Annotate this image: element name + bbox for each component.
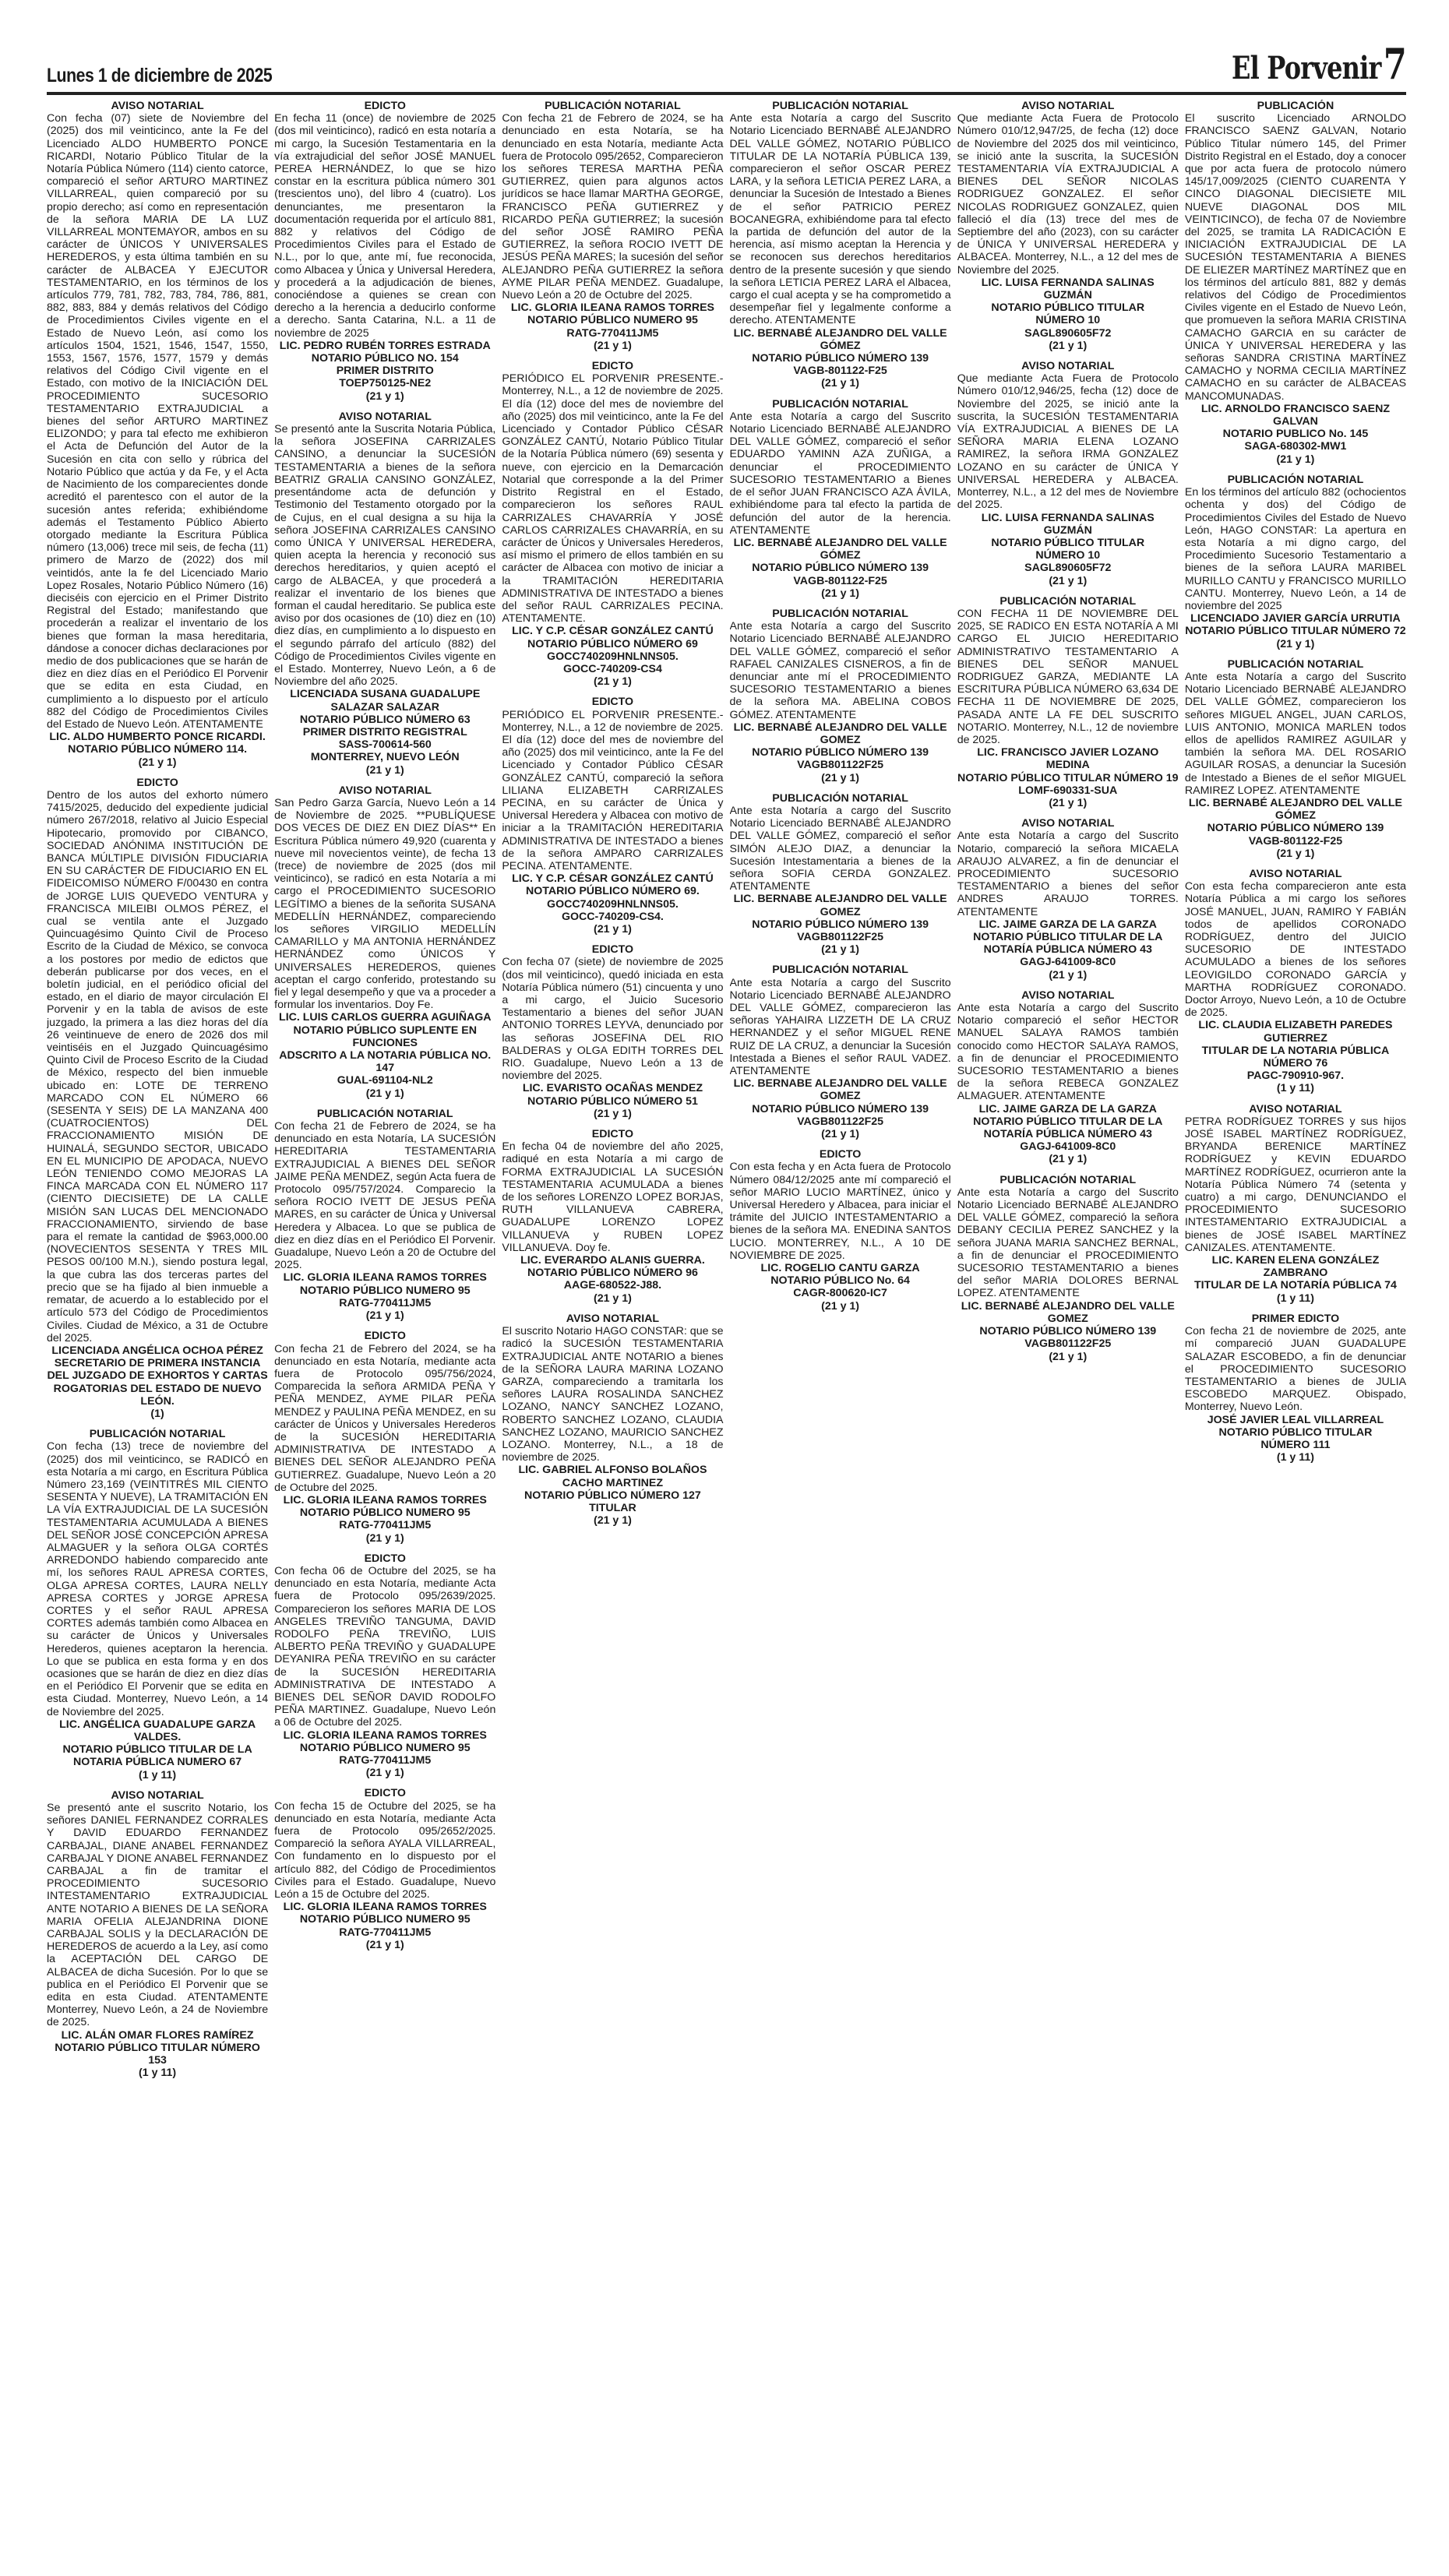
notary-signature-line: NOTARIO PÚBLICO NÚMERO 139 xyxy=(752,918,929,931)
legal-notice xyxy=(730,100,951,390)
notary-signature-line: SAGA-680302-MW1 xyxy=(1244,440,1347,453)
notary-signature-line: LIC. BERNABÉ ALEJANDRO DEL VALLE GÓMEZ xyxy=(733,536,947,562)
notary-signature-line: TITULAR DE LA NOTARIA PÚBLICA NÚMERO 76 xyxy=(1201,1044,1390,1070)
legal-notice xyxy=(502,696,723,936)
notice-body: Ante esta Notaría a cargo del Suscrito Notario Licenciado BERNABÉ ALEJANDRO DEL VALLE GÓMEZ, comparecieron los señores MIGUEL ANGEL, JUAN CARLOS, LUIS ANTONIO, MONICA MARLEN todos ellos de apellidos RAMIREZ AGUILAR y también la señora MA. DEL ROSARIO AGUILAR ROSAS, a denunciar la Sucesión de Intestado a Bienes de el señor MIGUEL RAMIREZ LOPEZ. ATENTAMENTE xyxy=(1184,670,1407,797)
notary-signature-line: LIC. ALÁN OMAR FLORES RAMÍREZ xyxy=(61,2028,254,2042)
notary-signature-line: VAGB-801122-F25 xyxy=(1248,834,1343,848)
notary-signature-line: NOTARIO PÚBLICO TITULAR DE LA NOTARÍA PÚBLICA NÚMERO 43 xyxy=(973,1115,1163,1141)
notary-signature-line: LIC. LUISA FERNANDA SALINAS GUZMÁN xyxy=(981,511,1155,537)
notice-body: Con fecha 07 (siete) de noviembre de 2025 (dos mil veinticinco), quedó iniciada en esta Notaría Pública número (51) cincuenta y uno a mi cargo, el Juicio Sucesorio Testamentario a bienes del señor JUAN ANTONIO TORRES LEYVA, denunciado por las señoras JOSEFINA DEL RIO BALDERAS y OLGA EDITH TORRES DEL RIO. Guadalupe, Nuevo León a 13 de noviembre del 2025. xyxy=(502,956,724,1083)
legal-notice xyxy=(730,792,951,957)
notice-title: PUBLICACIÓN NOTARIAL xyxy=(772,791,908,805)
notice-body: Ante esta Notaría a cargo del Suscrito Notario Licenciado BERNABÉ ALEJANDRO DEL VALLE GÓMEZ, compareció el señor SIMÓN ALEJO DIAZ, a denunciar la Sucesión Intestamentaria a bienes de la señora SOFIA CERDA GONZALEZ. ATENTAMENTE xyxy=(729,804,951,893)
notice-title: PUBLICACIÓN NOTARIAL xyxy=(772,964,908,977)
notice-body: Con fecha 15 de Octubre del 2025, se ha denunciado en esta Notaría, mediante Acta fuera de Protocolo 095/2652/2025. Compareció la señora AYALA VILLARREAL, Con fundamento en lo dispuesto por el artículo 882, del Código de Procedimientos Civiles para el Estado. Guadalupe, Nuevo León a 15 de Octubre del 2025. xyxy=(274,1799,496,1901)
notice-title: PUBLICACIÓN NOTARIAL xyxy=(545,100,681,112)
notary-signature-line: LIC. BERNABÉ ALEJANDRO DEL VALLE GOMEZ xyxy=(733,721,947,746)
notary-signature-line: NOTARIO PÚBLICO NUMERO 95 xyxy=(299,1913,471,1926)
notary-signature-line: NOTARIO PÚBLICO NÚMERO 139 xyxy=(752,1102,929,1115)
notary-signature-line: NOTARIO PÚBLICO TITULAR NÚMERO 72 xyxy=(1185,625,1406,638)
notary-signature-line: VAGB801122F25 xyxy=(797,1115,884,1128)
notary-signature-line: MONTERREY, NUEVO LEÓN xyxy=(310,751,460,764)
publication-dates: (21 y 1) xyxy=(593,339,632,352)
notary-signature-line: PAGC-790910-967. xyxy=(1246,1070,1345,1083)
legal-notice xyxy=(274,1787,495,1951)
notice-title: EDICTO xyxy=(591,360,634,373)
notary-signature-line: NOTARIO PÚBLICO NÚMERO 63 xyxy=(299,713,471,726)
publication-dates: (21 y 1) xyxy=(365,1938,404,1951)
notary-signature-line: LICENCIADA ANGÉLICA OCHOA PÉREZ xyxy=(51,1344,263,1357)
notice-title: PUBLICACIÓN NOTARIAL xyxy=(1227,473,1364,486)
notary-signature-line: TITULAR DE LA NOTARÍA PÚBLICA 74 xyxy=(1194,1279,1397,1292)
newspaper-logo xyxy=(1232,39,1406,89)
notary-signature-line: NOTARIO PÚBLICO TITULAR DE LA NOTARIA PÚBLICA NUMERO 67 xyxy=(62,1743,252,1769)
notice-body: El suscrito Notario HAGO CONSTAR: que se radicó la SUCESIÓN TESTAMENTARIA EXTRAJUDICIAL ANTE NOTARIO a bienes de la SEÑORA LAURA MARINA LOZANO GARZA, compareciendo a tramitarla los señores LAURA ROSALINDA SANCHEZ LOZANO, NANCY SANCHEZ LOZANO, ROBERTO SANCHEZ LOZANO, CLAUDIA SANCHEZ LOZANO, MAURICIO SANCHEZ LOZANO. Monterrey, N.L., a 18 de noviembre de 2025. xyxy=(502,1325,724,1464)
notice-body: Ante esta Notaría a cargo del Suscrito Notario Licenciado BERNABÉ ALEJANDRO DEL VALLE GÓMEZ, NOTARIO PÚBLICO TITULAR DE LA NOTARÍA PÚBLICA 139, comparecieron el señor OSCAR PEREZ LARA, y la señora LETICIA PEREZ LARA, a denunciar la Sucesión de Intestado a Bienes de el señor PATRICIO PEREZ BOCANEGRA, exhibiéndome para tal efecto la partida de defunción del autor de la herencia, así mismo aceptan la Herencia y se reconocen sus derechos hereditarios dentro de la presente sucesión y que siendo la señora LETICIA PEREZ LARA el Albacea, cargo el cual acepta y se ha comprometido a desempeñar fiel y legalmente conforme a derecho. ATENTAMENTE xyxy=(729,112,951,327)
notary-signature-line: LIC. ANGÉLICA GUADALUPE GARZA VALDES. xyxy=(59,1718,256,1743)
notary-signature-line: SECRETARIO DE PRIMERA INSTANCIA DEL JUZGADO DE EXHORTOS Y CARTAS ROGATORIAS DEL ESTADO DE NUEVO LEÓN. xyxy=(47,1357,268,1408)
notary-signature-line: LIC. LUIS CARLOS GUERRA AGUIÑAGA xyxy=(279,1011,492,1024)
legal-notice xyxy=(47,777,268,1420)
legal-notice xyxy=(957,360,1179,587)
notice-body: En fecha 04 de noviembre del año 2025, radiqué en esta Notaría a mi cargo de FORMA EXTRAJUDICIAL LA SUCESIÓN TESTAMENTARIA ACUMULADA a bienes de los señores LORENZO LOPEZ BORJAS, RUTH VILLANUEVA CABRERA, GUADALUPE LORENZO LOPEZ VILLANUEVA y RUBEN LOPEZ VILLANUEVA. Doy fe. xyxy=(502,1140,724,1254)
legal-notice xyxy=(957,595,1179,809)
publication-dates: (21 y 1) xyxy=(1049,574,1088,587)
notice-title: AVISO NOTARIAL xyxy=(1249,1102,1342,1115)
masthead xyxy=(47,39,1406,95)
publication-dates: (21 y 1) xyxy=(1049,339,1088,352)
notary-signature-line: LIC. GLORIA ILEANA RAMOS TORRES xyxy=(510,301,715,315)
notary-signature-line: LICENCIADO JAVIER GARCÍA URRUTIA xyxy=(1190,612,1401,625)
notary-signature-line: RATG-770411JM5 xyxy=(339,1519,432,1532)
notary-signature-line: RATG-770411JM5 xyxy=(339,1926,432,1939)
notary-signature-line: GOCC740209HNLNNS05. xyxy=(547,650,679,663)
notice-body: Ante esta Notaría a cargo del Suscrito Notario Licenciado BERNABÉ ALEJANDRO DEL VALLE GÓMEZ, compareció el señor RAFAEL CANIZALES CISNEROS, a fin de denunciar ante mí el PROCEDIMIENTO SUCESORIO TESTAMENTARIO a bienes de la señora MA. ABELINA COBOS GÓMEZ. ATENTAMENTE xyxy=(729,620,951,721)
notice-title: AVISO NOTARIAL xyxy=(338,410,432,423)
notice-body: Se presentó ante el suscrito Notario, los señores DANIEL FERNANDEZ CORRALES Y DAVID EDUARDO FERNANDEZ CARBAJAL, DIANE ANABEL FERNANDEZ CARBAJAL Y DIONE ANABEL FERNANDEZ CARBAJAL a fin de tramitar el PROCEDIMIENTO SUCESORIO INTESTAMENTARIO EXTRAJUDICIAL ANTE NOTARIO A BIENES DE LA SEÑORA MARIA OFELIA ALEJANDRINA DIONE CARBAJAL SOLIS y la DECLARACIÓN DE HEREDEROS de acuerdo a la Ley, así como la ACEPTACIÓN DEL CARGO DE ALBACEA de dicha Sucesión. Por lo que se publica en el Periódico El Porvenir que se edita en esta Ciudad. ATENTAMENTE Monterrey, Nuevo León, a 24 de Noviembre de 2025. xyxy=(47,1802,269,2029)
notice-title: AVISO NOTARIAL xyxy=(1021,360,1115,373)
notary-signature-line: LIC. LUISA FERNANDA SALINAS GUZMÁN xyxy=(981,276,1155,302)
notary-signature-line: GAGJ-641009-8C0 xyxy=(1020,956,1116,969)
notary-signature-line: NOTARIO PÚBLICO NÚMERO 51 xyxy=(527,1094,698,1108)
notary-signature-line: NOTARIO PÚBLICO NO. 154 xyxy=(311,352,459,365)
publication-dates: (21 y 1) xyxy=(1049,1350,1088,1363)
notice-body: PERIÓDICO EL PORVENIR PRESENTE.- Monterrey, N.L., a 12 de noviembre de 2025. El día (12) doce del mes de noviembre del año (2025) dos mil veinticinco, ante la Fe del Licenciado y Contador Público CÉSAR GONZÁLEZ CANTÚ, compareció la señora LILIANA ELIZABETH CARRIZALES PECINA, en su carácter de Única y Universal Heredera y Albacea con motivo de iniciar a la TRAMITACIÓN HEREDITARIA ADMINISTRATIVA DE INTESTADO a bienes de la señora AMPARO CARRIZALES PECINA. ATENTAMENTE. xyxy=(502,708,724,872)
notice-body: Con esta fecha y en Acta fuera de Protocolo Número 084/12/2025 ante mí compareció el señor MARIO LUCIO MARTÍNEZ, único y Universal Heredero y Albacea, para iniciar el trámite del JUICIO INTESTAMENTARIO a bienes de la señora MA. ENEDINA SANTOS LUCIO. MONTERREY, N.L., A 10 DE NOVIEMBRE DE 2025. xyxy=(729,1161,951,1262)
publication-dates: (21 y 1) xyxy=(821,377,860,390)
notary-signature-line: SAGL890605F72 xyxy=(1024,326,1112,340)
notice-body: En los términos del artículo 882 (ochocientos ochenta y dos) del Código de Procedimientos Civiles del Estado de Nuevo León, HAGO CONSTAR: La apertura en esta Notaría a mi digno cargo, del Procedimiento Sucesorio Testamentario a bienes de la señora LAURA MARIBEL MURILLO CANTU y FRANCISCO MURILLO CANTU. Monterrey, Nuevo León, a 14 de noviembre del 2025 xyxy=(1184,486,1407,612)
notary-signature-line: NOTARIO PÚBLICO TITULAR xyxy=(991,301,1145,315)
legal-notice xyxy=(1185,868,1406,1095)
notice-title: EDICTO xyxy=(136,776,178,789)
notary-signature-line: VAGB-801122-F25 xyxy=(793,365,887,378)
publication-dates: (1 y 11) xyxy=(1276,1292,1314,1305)
legal-notice xyxy=(957,1174,1179,1363)
notary-signature-line: TITULAR xyxy=(589,1501,636,1514)
notary-signature-line: NOTARIO PÚBLICO SUPLENTE EN FUNCIONES xyxy=(293,1024,477,1049)
publication-dates: (21 y 1) xyxy=(1276,637,1315,650)
legal-notice xyxy=(274,1330,495,1544)
publication-dates: (1 y 11) xyxy=(139,1768,177,1781)
notary-signature-line: LIC. KAREN ELENA GONZÁLEZ ZAMBRANO xyxy=(1211,1254,1380,1280)
logo-text: El Porvenir xyxy=(1232,50,1381,86)
notice-body: Ante esta Notaría a cargo del Suscrito Notario, compareció la señora MICAELA ARAUJO ALVAREZ, a fin de denunciar el PROCEDIMIENTO SUCESORIO TESTAMENTARIO a bienes del señor ANDRES ARAUJO TORRES. ATENTAMENTE xyxy=(957,830,1179,918)
notice-title: PUBLICACIÓN NOTARIAL xyxy=(999,594,1137,608)
notice-body: PETRA RODRÍGUEZ TORRES y sus hijos JOSÉ ISABEL MARTÍNEZ RODRÍGUEZ, BRYANDA BERENICE MARTÍNEZ RODRÍGUEZ y KEVIN EDUARDO MARTÍNEZ RODRÍGUEZ, ocurrieron ante la Notaría Pública Número 74 (setenta y cuatro) a mi cargo, DENUNCIANDO el PROCEDIMIENTO SUCESORIO INTESTAMENTARIO EXTRAJUDICIAL a bienes de JOSÉ ISABEL MARTÍNEZ CANIZALES. ATENTAMENTE. xyxy=(1184,1115,1407,1254)
notice-title: EDICTO xyxy=(364,100,406,112)
publication-dates: (21 y 1) xyxy=(1276,453,1315,466)
notice-body: Con fecha 21 de Febrero de 2024, se ha denunciado en esta Notaría, se ha denunciado en esta Notaría, mediante Acta fuera de Protocolo 095/2652, Comparecieron los señores TERESA MARTHA PEÑA GUTIERREZ, quien para algunos actos jurídicos se hace llamar MARTHA GEORGE, FRANCISCO PEÑA GUTIERREZ y RICARDO PEÑA GUTIERREZ; la sucesión del señor JOSÉ RAMIRO PEÑA GUTIERREZ, la señora ROCIO IVETT DE JESÚS PEÑA MARES; la sucesión del señor ALEJANDRO PEÑA GUTIERREZ la señora AYME PILAR PEÑA MENDEZ. Guadalupe, Nuevo León a 20 de Octubre del 2025. xyxy=(502,112,724,302)
publication-dates: (21 y 1) xyxy=(1276,847,1315,860)
notary-signature-line: NOTARIO PÚBLICO NÚMERO 139 xyxy=(752,352,929,365)
notary-signature-line: GUAL-691104-NL2 xyxy=(337,1074,433,1087)
legal-notice xyxy=(957,989,1179,1166)
notary-signature-line: NÚMERO 111 xyxy=(1260,1438,1331,1451)
notice-body: Ante esta Notaría a cargo del Suscrito Notario Licenciado BERNABÉ ALEJANDRO DEL VALLE GÓMEZ, compareció la señora DEBANY CECILIA PEREZ SANCHEZ y la señora JUANA MARIA SANCHEZ BERNAL, a fin de denunciar el PROCEDIMIENTO SUCESORIO TESTAMENTARIO a bienes del señor MARIA DOLORES BERNAL LOPEZ. ATENTAMENTE xyxy=(957,1186,1179,1300)
column-6 xyxy=(1185,100,1406,2561)
legal-notice xyxy=(502,100,723,352)
legal-notice xyxy=(957,817,1179,981)
notary-signature-line: LIC. BERNABÉ ALEJANDRO DEL VALLE GÓMEZ xyxy=(1188,796,1402,823)
notice-title: AVISO NOTARIAL xyxy=(1021,100,1115,112)
notary-signature-line: GOCC740209HNLNNS05. xyxy=(547,897,679,911)
notice-body: El suscrito Licenciado ARNOLDO FRANCISCO SAENZ GALVAN, Notario Público Titular número 145, del Primer Distrito Registral en el Estado, doy a conocer que por acta fuera de protocolo número 145/17,009/2025 (CIENTO CUARENTA Y CINCO DIAGONAL DIECISIETE MIL NUEVE DIAGONAL DOS MIL VEINTICINCO), de fecha 07 de Noviembre del 2025, se tramita LA RADICACIÓN E INICIACIÓN EXTRAJUDICIAL DE LA SUCESIÓN TESTAMENTARIA A BIENES DE ELIEZER MARTÍNEZ MARTÍNEZ que en los términos del artículo 881, 882 y demás relativos del Código de Procedimientos Civiles vigente en el Estado de Nuevo León, que promueven la señora MARIA CRISTINA CAMACHO GARCIA en su carácter de ÚNICA Y UNIVERSAL HEREDERA y las señoras SANDRA CRISTINA MARTÍNEZ CAMACHO y NORMA CECILIA MARTÍNEZ CAMACHO en su carácter de ALBACEAS MANCOMUNADAS. xyxy=(1184,112,1407,403)
notary-signature-line: VAGB801122F25 xyxy=(797,931,884,943)
notary-signature-line: LIC. PEDRO RUBÉN TORRES ESTRADA xyxy=(279,339,491,352)
column-2 xyxy=(274,100,495,2561)
legal-notice xyxy=(730,398,951,600)
publication-dates: (21 y 1) xyxy=(1049,968,1088,981)
legal-notice xyxy=(274,1108,495,1322)
notary-signature-line: LIC. Y C.P. CÉSAR GONZÁLEZ CANTÚ xyxy=(512,872,714,886)
publication-dates: (21 y 1) xyxy=(821,771,860,784)
publication-dates: (1 y 11) xyxy=(1276,1082,1314,1095)
notary-signature-line: LIC. ALDO HUMBERTO PONCE RICARDI. xyxy=(49,731,266,744)
notice-title: EDICTO xyxy=(819,1148,862,1161)
column-3 xyxy=(502,100,723,2561)
publication-dates: (21 y 1) xyxy=(821,1299,860,1313)
notice-body: PERIÓDICO EL PORVENIR PRESENTE.- Monterrey, N.L., a 12 de noviembre de 2025. El día (12) doce del mes de noviembre del año (2025) dos mil veinticinco, ante la Fe del Licenciado y Contador Público CÉSAR GONZÁLEZ CANTÚ, Notario Público Titular de la Notaría Pública número (69) sesenta y nueve, con ejercicio en la Demarcación Notarial que corresponde a la del Primer Distrito Registral en el Estado, comparecieron los señores RAUL CARRIZALES CHAVARRÍA Y JOSÉ CARLOS CARRIZALES CHAVARRÍA, en su carácter de Únicos y Universales Herederos, así mismo el primero de ellos también en su carácter de Albacea con motivo de iniciar a la TRAMITACIÓN HEREDITARIA ADMINISTRATIVA DE INTESTADO a bienes del señor RAUL CARRIZALES PECINA. ATENTAMENTE. xyxy=(502,372,724,625)
notary-signature-line: RATG-770411JM5 xyxy=(566,326,659,340)
publication-dates: (21 y 1) xyxy=(365,1531,404,1545)
notary-signature-line: NOTARIO PÚBLICO No. 64 xyxy=(770,1274,910,1288)
notice-title: AVISO NOTARIAL xyxy=(1249,867,1342,880)
notary-signature-line: NOTARIO PÚBLICO NÚMERO 127 xyxy=(524,1489,701,1502)
column-5 xyxy=(957,100,1179,2561)
legal-notice xyxy=(502,1313,723,1527)
publication-dates: (21 y 1) xyxy=(365,1309,404,1323)
notice-title: EDICTO xyxy=(364,1552,406,1565)
notary-signature-line: CAGR-800620-IC7 xyxy=(793,1287,887,1300)
notice-title: PUBLICACIÓN xyxy=(1257,100,1334,112)
notice-title: EDICTO xyxy=(591,696,634,709)
notary-signature-line: AAGE-680522-J88. xyxy=(563,1279,662,1292)
legal-notice xyxy=(502,1128,723,1305)
issue-date: Lunes 1 de diciembre de 2025 xyxy=(47,65,273,86)
notary-signature-line: LIC. GLORIA ILEANA RAMOS TORRES xyxy=(283,1728,487,1742)
notice-body: Con fecha 06 de Octubre del 2025, se ha denunciado en esta Notaría, mediante Acta fuera de Protocolo 095/2639/2025. Comparecieron los señores MARIA DE LOS ANGELES TREVIÑO TANGUMA, DAVID RODOLFO PEÑA TREVIÑO, LUIS ALBERTO PEÑA TREVIÑO y GUADALUPE DEYANIRA PEÑA TREVIÑO en su carácter de la SUCESIÓN HEREDITARIA ADMINISTRATIVA DE INTESTADO A BIENES DEL SEÑOR DAVID RODOLFO PEÑA MARTINEZ. Guadalupe, Nuevo León a 06 de Octubre del 2025. xyxy=(274,1564,496,1729)
notary-signature-line: LIC. FRANCISCO JAVIER LOZANO MEDINA xyxy=(977,746,1159,772)
notice-title: PUBLICACIÓN NOTARIAL xyxy=(772,607,908,620)
notary-signature-line: NOTARIO PÚBLICO NÚMERO 114. xyxy=(68,743,248,756)
legal-notice xyxy=(730,964,951,1140)
notice-body: Con fecha 21 de noviembre de 2025, ante mí compareció JUAN GUADALUPE SALAZAR ESCOBEDO, a fin de denunciar el PROCEDIMIENTO SUCESORIO TESTAMENTARIO a bienes de JULIA ESCOBEDO MARQUEZ. Obispado, Monterrey, Nuevo León. xyxy=(1184,1325,1407,1414)
notary-signature-line: ADSCRITO A LA NOTARIA PÚBLICA NO. 147 xyxy=(279,1049,492,1075)
notary-signature-line: SAGL890605F72 xyxy=(1024,562,1112,575)
notary-signature-line: LIC. EVERARDO ALANIS GUERRA. xyxy=(520,1254,705,1267)
notary-signature-line: NÚMERO 10 xyxy=(1035,549,1101,562)
notice-title: AVISO NOTARIAL xyxy=(566,1312,660,1325)
notice-title: EDICTO xyxy=(591,1128,634,1141)
notary-signature-line: LIC. BERNABÉ ALEJANDRO DEL VALLE GOMEZ xyxy=(961,1299,1175,1325)
notary-signature-line: NOTARIO PÚBLICO TITULAR xyxy=(1218,1425,1373,1439)
legal-notice xyxy=(1185,100,1406,466)
notary-signature-line: PRIMER DISTRITO REGISTRAL xyxy=(302,725,467,738)
publication-dates: (21 y 1) xyxy=(821,943,860,957)
notary-signature-line: NOTARIO PÚBLICO NÚMERO 139 xyxy=(752,746,929,759)
notary-signature-line: LIC. Y C.P. CÉSAR GONZÁLEZ CANTÚ xyxy=(512,625,714,638)
legal-notice xyxy=(730,1148,951,1313)
notary-signature-line: NOTARIO PÚBLICO NUMERO 95 xyxy=(299,1741,471,1754)
notice-title: PUBLICACIÓN NOTARIAL xyxy=(999,1173,1137,1186)
notice-title: EDICTO xyxy=(364,1330,406,1343)
notary-signature-line: LIC. GLORIA ILEANA RAMOS TORRES xyxy=(283,1901,487,1914)
notary-signature-line: NOTARIO PÚBLICO NÚMERO 69 xyxy=(527,637,698,650)
notice-body: Dentro de los autos del exhorto número 7415/2025, deducido del expediente judicial número 267/2018, relativo al Juicio Especial Hipotecario, promovido por CIBANCO, SOCIEDAD ANÓNIMA INSTITUCIÓN DE BANCA MÚLTIPLE DIVISIÓN FIDUCIARIA EN SU CARÁCTER DE FIDUCIARIO EN EL FIDEICOMISO NÚMERO F/00430 en contra de JORGE LUIS QUEVEDO VENTURA y FRANCISCA MILEIBI OLMOS PÉREZ, el cual se ventila ante el Juzgado Quincuagésimo Quinto Civil de Proceso Escrito de la Ciudad de México, se convoca a los postores por medio de edictos que deberán publicarse por dos veces, en el boletín judicial, en el periódico oficial del estado, en el diario de mayor circulación El Porvenir y en la tabla de avisos de este juzgado, la primera a las diez horas del día 26 veintinueve de enero de 2026 dos mil veintiséis en el Juzgado Quincuagésimo Quinto Civil de Proceso Escrito de la Ciudad de México, respecto del bien inmueble ubicado en: LOTE DE TERRENO MARCADO CON EL NÚMERO 66 (SESENTA Y SEIS) DE LA MANZANA 400 (CUATROCIENTOS) DEL FRACCIONAMIENTO MISIÓN DE HUINALÁ, SEGUNDO SECTOR, UBICADO EN EL MUNICIPIO DE APODACA, NUEVO LEÓN TENIENDO COMO MEJORAS LA FINCA MARCADA CON EL NÚMERO 117 (CIENTO DIECISIETE) DE LA CALLE MISIÓN SAN LUCAS DEL MENCIONADO FRACCIONAMIENTO, sirviendo de base para el remate la cantidad de $963,000.00 (NOVECIENTOS SESENTA Y TRES MIL PESOS 00/100 M.N.), siendo postura legal, la que cubra las dos terceras partes del precio que se ha fijado al bien inmueble a rematar, de acuerdo a lo establecido por el artículo 573 del Código de Procedimientos Civiles. Ciudad de México, a 31 de Octubre del 2025. xyxy=(47,788,269,1344)
notice-body: Que mediante Acta Fuera de Protocolo Número 010/12,946/25, fecha (12) doce de Noviembre del 2025, se inició ante la suscrita, la SUCESIÓN TESTAMENTARIA VÍA EXTRAJUDICIAL A BIENES DE LA SEÑORA MARIA ELENA LOZANO RAMIREZ, la señora IRMA GONZALEZ LOZANO en su carácter de ÚNICA Y UNIVERSAL HEREDERA y ALBACEA. Monterrey, N.L., a 12 del mes de Noviembre del 2025. xyxy=(957,372,1179,512)
publication-dates: (1 y 11) xyxy=(1276,1451,1314,1464)
notice-body: Con fecha (13) trece de noviembre del (2025) dos mil veinticinco, se RADICÓ en esta Notaría a mi cargo, en Escritura Pública Número 23,169 (VEINTITRÉS MIL CIENTO SESENTA Y NUEVE), LA TRAMITACIÓN EN LA VÍA EXTRAJUDICIAL DE LA SUCESIÓN TESTAMENTARIA ACUMULADA A BIENES DEL SEÑOR JOSÉ CONCEPCIÓN APRESA ALMAGUER y la señora OLGA CORTÉS ARREDONDO habiendo comparecido ante mí, los señores RAUL APRESA CORTES, OLGA APRESA CORTES, LAURA NELLY APRESA CORTES y JORGE APRESA CORTES y el señor RAUL APRESA CORTES además también como Albacea en su carácter de Únicos y Universales Herederos, quienes aceptaron la herencia. Lo que se publica en esta forma y en dos ocasiones que se harán de diez en diez días en el Periódico El Porvenir que se edita en esta Ciudad. Monterrey, Nuevo León, a 14 de Noviembre del 2025. xyxy=(47,1440,269,1718)
publication-dates: (21 y 1) xyxy=(365,1087,404,1100)
notary-signature-line: RATG-770411JM5 xyxy=(339,1296,432,1309)
notary-signature-line: GOCC-740209-CS4 xyxy=(562,662,662,675)
notary-signature-line: VAGB801122F25 xyxy=(797,759,884,772)
publication-dates: (21 y 1) xyxy=(365,763,404,777)
notary-signature-line: SASS-700614-560 xyxy=(338,738,432,752)
publication-dates: (21 y 1) xyxy=(138,756,177,769)
notice-title: PUBLICACIÓN NOTARIAL xyxy=(772,100,908,112)
notice-body: San Pedro Garza García, Nuevo León a 14 de Noviembre de 2025. **PUBLÍQUESE DOS VECES DE DIEZ EN DIEZ DÍAS** En Escritura Pública número 49,920 (cuarenta y nueve mil novecientos veinte), de fecha 13 (trece) de noviembre de 2025 (dos mil veinticinco), se radicó en esta Notaría a mi cargo el PROCEDIMIENTO SUCESORIO LEGÍTIMO a bienes de la señorita SUSANA MEDELLÍN HERNÁNDEZ, compareciendo los señores VIRGILIO MEDELLÍN CAMARILLO y MA ANTONIA HERNÁNDEZ HERNÁNDEZ como ÚNICOS Y UNIVERSALES HEREDEROS, quienes aceptan el cargo conferido, protestando su fiel y legal desempeño y que va a proceder a formular los inventarios. Doy Fe. xyxy=(274,796,496,1012)
notary-signature-line: NOTARIO PÚBLICO NÚMERO 96 xyxy=(527,1267,698,1280)
notary-signature-line: GOCC-740209-CS4. xyxy=(561,910,664,923)
publication-dates: (21 y 1) xyxy=(1049,796,1088,809)
legal-notice xyxy=(1185,474,1406,650)
notary-signature-line: NOTARIO PÚBLICO TITULAR xyxy=(991,536,1145,549)
publication-dates: (1) xyxy=(150,1407,164,1420)
publication-dates: (21 y 1) xyxy=(821,1128,860,1141)
notary-signature-line: LIC. EVARISTO OCAÑAS MENDEZ xyxy=(522,1082,703,1095)
legal-notice xyxy=(274,1552,495,1780)
notice-body: Se presentó ante la Suscrita Notaria Pública, la señora JOSEFINA CARRIZALES CANSINO, a denunciar la SUCESIÓN TESTAMENTARIA a bienes de la señora BEATRIZ GRALIA CANSINO GONZÁLEZ, presentándome acta de defunción y Testimonio del Testamento otorgado por la de Cujus, en el cual designa a su hija la señora JOSEFINA CARRIZALES CANSINO como ÚNICA Y UNIVERSAL HEREDERA, quien acepta la herencia y reconoció sus derechos hereditarios, y quien aceptó el cargo de ALBACEA, y que procederá a realizar el inventario de los bienes que forman el caudal hereditario. Se publica este aviso por dos ocasiones de (10) diez en (10) diez días, en cumplimiento a lo dispuesto en el segundo párrafo del artículo (882) del Código de Procedimientos Civiles vigente en el Estado. Monterrey, Nuevo León, a 6 de Noviembre del año 2025. xyxy=(274,423,496,689)
notary-signature-line: LIC. GABRIEL ALFONSO BOLAÑOS CACHO MARTINEZ xyxy=(518,1464,707,1489)
notary-signature-line: RATG-770411JM5 xyxy=(339,1754,432,1767)
notary-signature-line: NOTARIO PÚBLICO NUMERO 95 xyxy=(299,1284,471,1297)
notice-title: AVISO NOTARIAL xyxy=(1021,817,1115,830)
publication-dates: (1 y 11) xyxy=(139,2067,177,2080)
page-number: 7 xyxy=(1383,39,1406,89)
notary-signature-line: NOTARIO PÚBLICO TITULAR NÚMERO 153 xyxy=(55,2041,260,2067)
notice-title: AVISO NOTARIAL xyxy=(1021,988,1115,1002)
publication-dates: (21 y 1) xyxy=(821,587,860,600)
notary-signature-line: JOSÉ JAVIER LEAL VILLARREAL xyxy=(1207,1413,1384,1426)
notice-title: PUBLICACIÓN NOTARIAL xyxy=(316,1107,453,1120)
notary-signature-line: VAGB-801122-F25 xyxy=(793,574,887,587)
notary-signature-line: LIC. BERNABE ALEJANDRO DEL VALLE GOMEZ xyxy=(733,893,947,918)
notice-body: En fecha 11 (once) de noviembre de 2025 (dos mil veinticinco), radicó en esta notaría a mi cargo, la Sucesión Testamentaria en la vía extrajudicial del señor JOSÉ MANUEL PEREA HERNÁNDEZ, lo que se hizo constar en la escritura pública número 301 (trescientos uno), del libro 4 (cuatro). Los denunciantes, me presentaron la documentación requerida por el artículo 881, 882 y relativos del Código de Procedimientos Civiles para el Estado de N.L., por lo que, ante mí, fue reconocida, como Albacea y Única y Universal Heredera, y procederá a la adjudicación de bienes, conociéndose a quienes se crean con derecho a la herencia a deducirlo conforme a derecho. Santa Catarina, N.L. a 11 de noviembre de 2025 xyxy=(274,112,496,340)
notary-signature-line: NOTARIO PUBLICO No. 145 xyxy=(1222,428,1369,441)
notary-signature-line: LICENCIADA SUSANA GUADALUPE SALAZAR SALAZAR xyxy=(290,688,481,714)
legal-notice xyxy=(502,943,723,1120)
notary-signature-line: GAGJ-641009-8C0 xyxy=(1020,1140,1116,1154)
notary-signature-line: LIC. ARNOLDO FRANCISCO SAENZ GALVAN xyxy=(1200,402,1391,428)
legal-notice xyxy=(1185,1103,1406,1305)
notice-title: AVISO NOTARIAL xyxy=(338,784,432,797)
notary-signature-line: TOEP750125-NE2 xyxy=(339,377,432,390)
legal-notice xyxy=(274,411,495,777)
legal-notice xyxy=(47,1428,268,1781)
notary-signature-line: LIC. BERNABÉ ALEJANDRO DEL VALLE GÓMEZ xyxy=(733,326,947,352)
notice-title: PUBLICACIÓN NOTARIAL xyxy=(89,1428,226,1441)
notary-signature-line: LIC. GLORIA ILEANA RAMOS TORRES xyxy=(283,1271,487,1284)
notice-body: Con fecha (07) siete de Noviembre del (2025) dos mil veinticinco, ante la Fe del Licenciado ALDO HUMBERTO PONCE RICARDI, Notario Público Titular de la Notaría Pública Número (114) ciento catorce, compareció el señor ARTURO MARTINEZ VILLARREAL, quien compareció por su propio derecho; así como en representación de la señora MARIA DE LA LUZ VILLARREAL MONTEMAYOR, ambos en su carácter de ÚNICOS Y UNIVERSALES HEREDEROS, y esta última también en su carácter de ALBACEA Y EJECUTOR TESTAMENTARIO, en los términos de los artículos 779, 781, 782, 783, 784, 786, 881, 882, 883, 884 y demás relativos del Código de Procedimientos Civiles vigente en el Estado de Nuevo León, así como los artículos 1504, 1521, 1546, 1547, 1550, 1553, 1567, 1576, 1577, 1579 y demás relativos del Código Civil vigente en el Estado, con motivo de la INICIACIÓN DEL PROCEDIMIENTO SUCESORIO TESTAMENTARIO EXTRAJUDICIAL a bienes del señor ARTURO MARTINEZ ELIZONDO; y para tal efecto me exhibieron el Acta de Defunción del Autor de la Sucesión en cita con sello y rúbrica del Notario Público que actúa y da Fe, y el Acta de Nacimiento de los comparecientes donde acreditó el parentesco con el autor de la sucesión antes referida; exhibiéndome además el Testamento Público Abierto otorgado mediante la Escritura Pública número (13,006) trece mil seis, de fecha (11) primero de Marzo de (2022) dos mil veintidós, ante la fe del Licenciado Mario Lopez Rosales, Notario Público Número (16) dieciséis con ejercicio en el Primer Distrito Registral del Estado; manifestando que procederán a realizar el inventario de los bienes que forman la masa hereditaria, dándose a conocer dichas declaraciones por medio de dos publicaciones que se harán de diez en diez días en el Periódico El Porvenir que se edita en esta Ciudad, en cumplimiento a lo dispuesto por el artículo 882 del Código de Procedimientos Civiles del Estado de Nuevo León. ATENTAMENTE xyxy=(47,112,269,731)
notice-body: Ante esta Notaría a cargo del Suscrito Notario Licenciado BERNABÉ ALEJANDRO DEL VALLE GÓMEZ, comparecieron las señoras YAHAIRA LIZZETH DE LA CRUZ HERNANDEZ y el señor MIGUEL RENE RUIZ DE LA CRUZ, a denunciar la Sucesión Intestada a Bienes el señor RAUL VADEZ. ATENTAMENTE xyxy=(729,976,951,1078)
notary-signature-line: LOMF-690331-SUA xyxy=(1018,784,1118,797)
legal-notice xyxy=(1185,658,1406,860)
legal-notice xyxy=(47,100,268,769)
notary-signature-line: NÚMERO 10 xyxy=(1035,314,1101,327)
notice-body: Con esta fecha comparecieron ante esta Notaría Pública a mi cargo los señores JOSÉ MANUEL, JUAN, RAMIRO Y FABIÁN todos de apellidos CORONADO RODRÍGUEZ, dentro del JUICIO SUCESORIO DE INTESTADO ACUMULADO a bienes de los señores LEOVIGILDO CORONADO GARCÍA y MARTHA RODRÍGUEZ CORONADO. Doctor Arroyo, Nuevo León, a 10 de Octubre de 2025. xyxy=(1184,880,1407,1020)
column-4 xyxy=(730,100,951,2561)
publication-dates: (21 y 1) xyxy=(593,1107,632,1120)
notice-title: EDICTO xyxy=(591,943,634,957)
notary-signature-line: VAGB801122F25 xyxy=(1024,1337,1112,1351)
notary-signature-line: LIC. BERNABE ALEJANDRO DEL VALLE GOMEZ xyxy=(733,1077,947,1103)
notice-title: PRIMER EDICTO xyxy=(1251,1312,1340,1325)
legal-notice xyxy=(730,608,951,784)
notary-signature-line: NOTARIO PÚBLICO NÚMERO 139 xyxy=(752,562,929,575)
notice-title: AVISO NOTARIAL xyxy=(111,1788,204,1802)
notary-signature-line: NOTARIO PÚBLICO NÚMERO 139 xyxy=(979,1325,1157,1338)
legal-notice xyxy=(957,100,1179,352)
publication-dates: (21 y 1) xyxy=(365,389,404,403)
notary-signature-line: LIC. JAIME GARZA DE LA GARZA xyxy=(978,918,1157,931)
notice-body: CON FECHA 11 DE NOVIEMBRE DEL 2025, SE RADICO EN ESTA NOTARÍA A MI CARGO EL JUICIO HEREDITARIO ADMINISTRATIVO TESTAMENTARIO A BIENES DEL SEÑOR MANUEL RODRIGUEZ GARZA, MEDIANTE LA ESCRITURA PÚBLICA NÚMERO 63,634 DE FECHA 11 DE NOVIEMBRE DE 2025, PASADA ANTE LA FE DEL SUSCRITO NOTARIO. Monterrey, N.L., 12 de noviembre de 2025. xyxy=(957,607,1179,746)
notary-signature-line: PRIMER DISTRITO xyxy=(336,365,434,378)
legal-notice xyxy=(502,360,723,688)
publication-dates: (21 y 1) xyxy=(1049,1153,1088,1166)
notice-body: Con fecha 21 de Febrero del 2024, se ha denunciado en esta Notaría, mediante acta fuera de Protocolo 095/756/2024, Comparecida la señora ARMIDA PEÑA Y PEÑA MENDEZ, AYME PILAR PEÑA MENDEZ y PAULINA PEÑA MENDEZ, en su carácter de Únicos y Universales Herederos de la SUCESIÓN HEREDITARIA ADMINISTRATIVA DE INTESTADO A BIENES DEL SEÑOR ALEJANDRO PEÑA GUTIERREZ. Guadalupe, Nuevo León a 20 de Octubre del 2025. xyxy=(274,1342,496,1494)
notary-signature-line: NOTARIO PÚBLICO NUMERO 95 xyxy=(527,314,698,327)
publication-dates: (21 y 1) xyxy=(593,1514,632,1528)
column-1 xyxy=(47,100,268,2561)
notary-signature-line: NOTARIO PÚBLICO TITULAR NÚMERO 19 xyxy=(957,771,1179,784)
legal-notice xyxy=(274,100,495,403)
notice-title: PUBLICACIÓN NOTARIAL xyxy=(772,397,908,411)
notice-body: Con fecha 21 de Febrero de 2024, se ha denunciado en esta Notaría, LA SUCESIÓN HEREDITARIA TESTAMENTARIA EXTRAJUDICIAL A BIENES DEL SEÑOR JAIME PEÑA MENDEZ, según Acta fuera de Protocolo 095/757/2024. Comparecio la señora ROCIO IVETT DE JESUS PEÑA MARES, en su carácter de Única y Universal Heredera y Albacea. Lo que se publica de diez en diez días en el Periódico El Porvenir. Guadalupe, Nuevo León a 20 de Octubre del 2025. xyxy=(274,1120,496,1272)
notary-signature-line: NOTARIO PÚBLICO TITULAR DE LA NOTARÍA PÚBLICA NÚMERO 43 xyxy=(973,931,1163,957)
notice-title: PUBLICACIÓN NOTARIAL xyxy=(1227,657,1364,671)
notary-signature-line: NOTARIO PÚBLICO NÚMERO 69. xyxy=(526,885,700,898)
publication-dates: (21 y 1) xyxy=(593,1292,632,1305)
legal-notice xyxy=(1185,1313,1406,1464)
publication-dates: (21 y 1) xyxy=(593,923,632,936)
notice-title: EDICTO xyxy=(364,1787,406,1800)
legal-notice xyxy=(274,784,495,1100)
notary-signature-line: NOTARIO PÚBLICO NÚMERO 139 xyxy=(1207,822,1384,835)
notary-signature-line: NOTARIO PÚBLICO NUMERO 95 xyxy=(299,1506,471,1520)
publication-dates: (21 y 1) xyxy=(593,675,632,689)
notice-title: AVISO NOTARIAL xyxy=(111,100,204,112)
notary-signature-line: LIC. JAIME GARZA DE LA GARZA xyxy=(978,1102,1157,1115)
notice-body: Que mediante Acta Fuera de Protocolo Número 010/12,947/25, de fecha (12) doce de Noviembre del 2025 dos mil veinticinco, se inició ante la suscrita, la SUCESIÓN TESTAMENTARIA VÍA EXTRAJUDICIAL A BIENES DEL SEÑOR NICOLAS RODRIGUEZ GONZALEZ. El señor NICOLAS RODRIGUEZ GONZALEZ, quien falleció el día (13) trece del mes de Septiembre del año (2023), con su carácter de ÚNICA Y UNIVERSAL HEREDERA y ALBACEA. Monterrey, N.L., a 12 del mes de Noviembre del 2025. xyxy=(957,112,1179,277)
notary-signature-line: LIC. CLAUDIA ELIZABETH PAREDES GUTIERREZ xyxy=(1198,1019,1393,1045)
notice-body: Ante esta Notaría a cargo del Suscrito Notario Licenciado BERNABÉ ALEJANDRO DEL VALLE GÓMEZ, compareció el señor EDUARDO YAMINN AZA ZUÑIGA, a denunciar el PROCEDIMIENTO SUCESORIO TESTAMENTARIO a Bienes de el señor JUAN FRANCISCO AZA ÁVILA, exhibiéndome para tal efecto la partida de defunción del autor de la herencia. ATENTAMENTE xyxy=(729,410,951,537)
notice-columns xyxy=(47,100,1406,2561)
notary-signature-line: LIC. GLORIA ILEANA RAMOS TORRES xyxy=(283,1493,487,1506)
notice-body: Ante esta Notaría a cargo del Suscrito Notario compareció el señor HECTOR MANUEL SALAYA RAMOS también conocido como HECTOR SALAYA RAMOS, a fin de denunciar el PROCEDIMIENTO SUCESORIO TESTAMENTARIO a bienes de la señora REBECA GONZALEZ ALMAGUER. ATENTAMENTE xyxy=(957,1002,1179,1103)
notary-signature-line: LIC. ROGELIO CANTU GARZA xyxy=(760,1262,920,1275)
publication-dates: (21 y 1) xyxy=(365,1767,404,1780)
legal-notice xyxy=(47,1789,268,2080)
